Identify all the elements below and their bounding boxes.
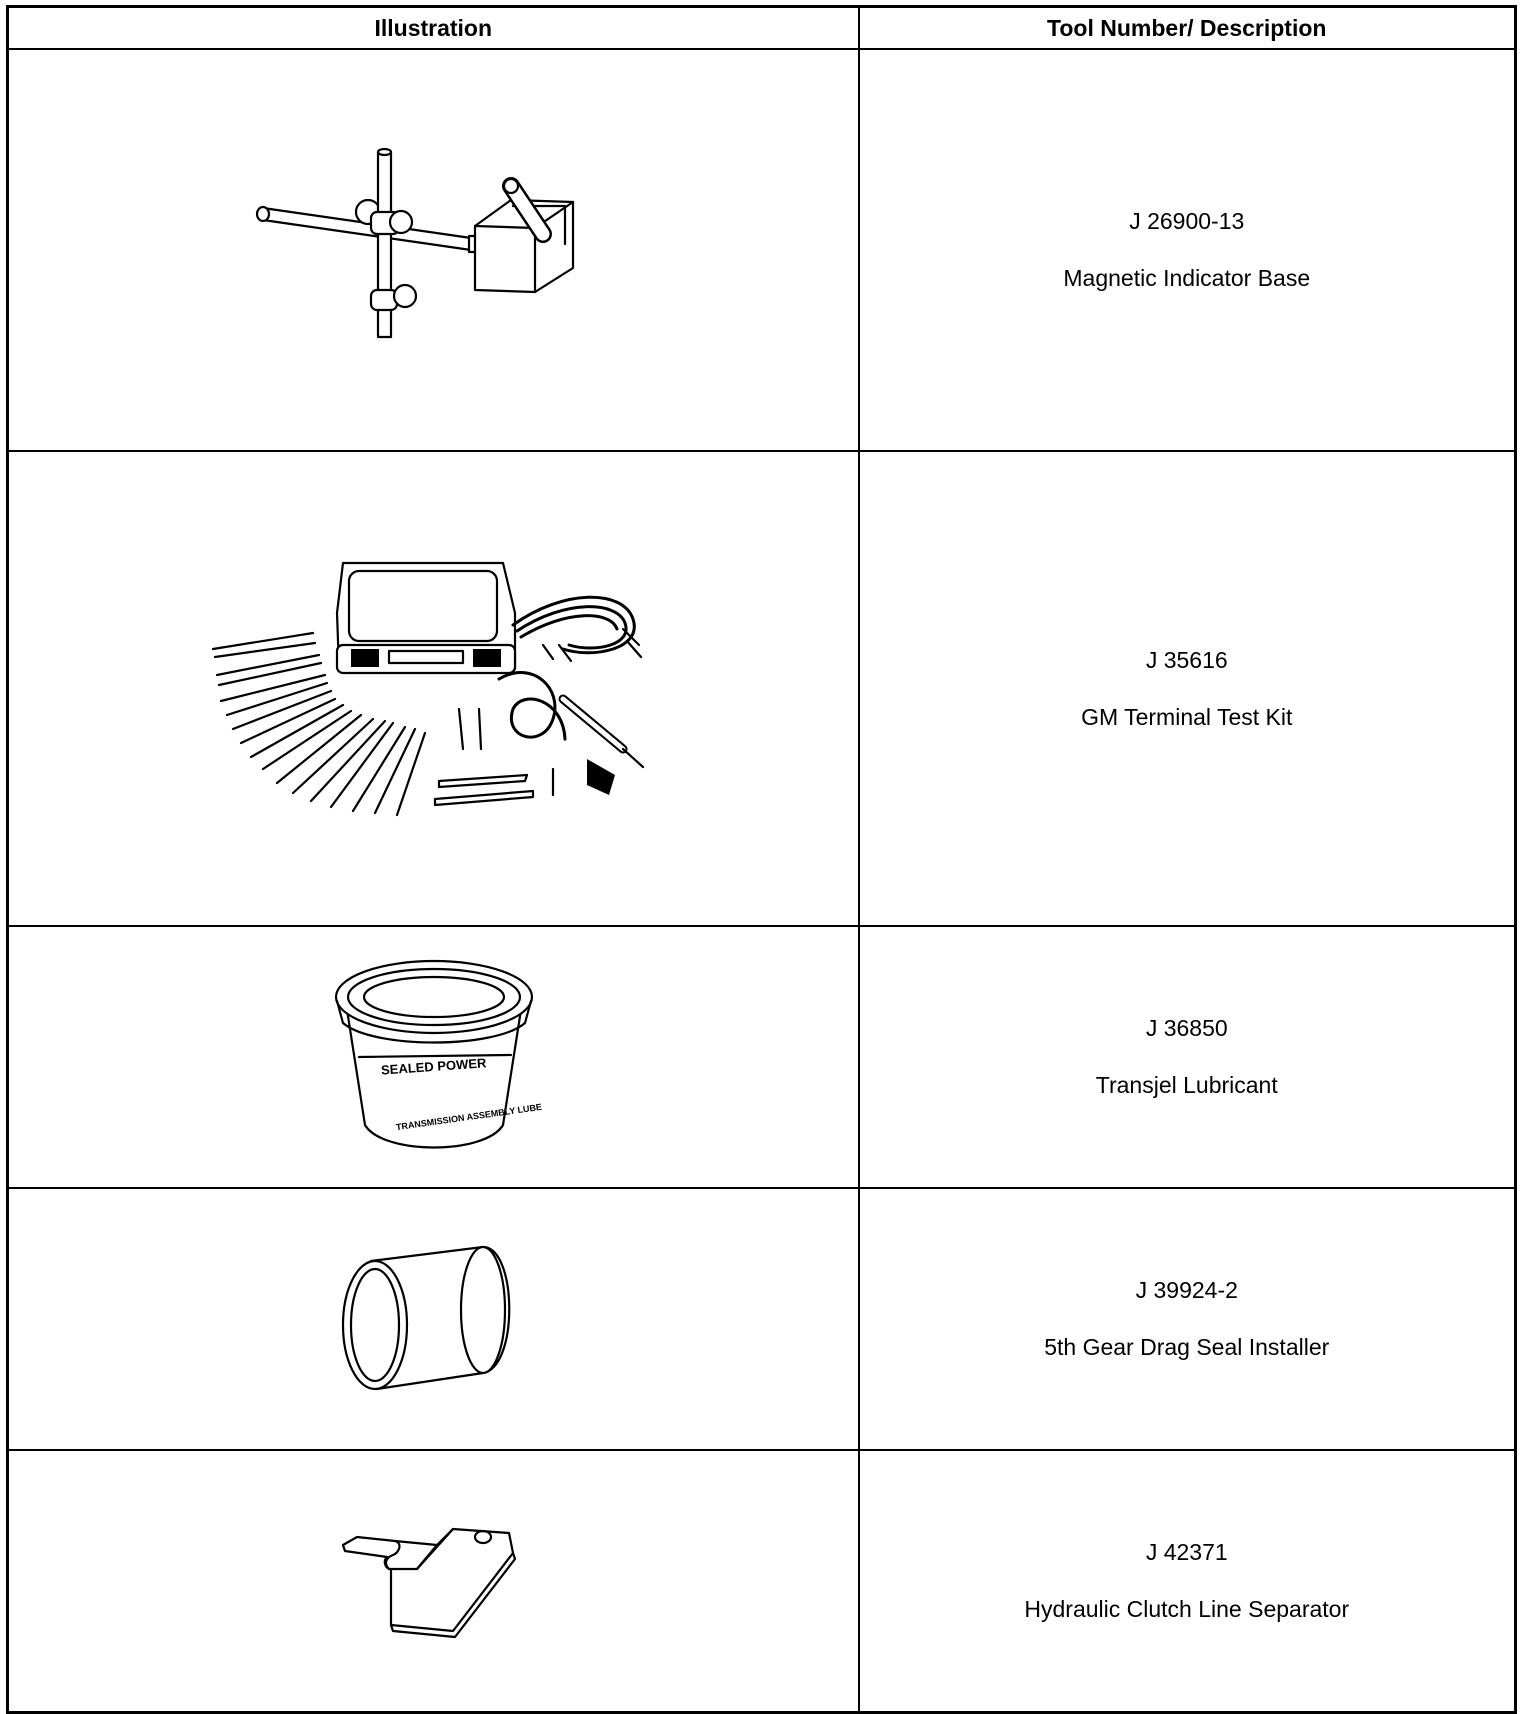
illustration-cell — [8, 451, 859, 926]
table-row — [8, 1450, 1516, 1712]
illustration-header: Illustration — [8, 7, 859, 50]
table-row — [8, 451, 1516, 926]
special-tools-table — [6, 5, 1517, 1714]
illustration-cell — [8, 926, 859, 1188]
tool-number: J 39924-2 — [1135, 1277, 1238, 1303]
magnetic-indicator-base-icon — [243, 140, 623, 360]
tool-name: Transjel Lubricant — [1095, 1072, 1278, 1098]
table-row — [8, 926, 1516, 1188]
tool-number: J 36850 — [1145, 1015, 1228, 1041]
tool-name: Magnetic Indicator Base — [1063, 265, 1311, 291]
illustration-cell — [8, 49, 859, 451]
table-row — [8, 49, 1516, 451]
illustration-cell — [8, 1188, 859, 1450]
tool-name: GM Terminal Test Kit — [1081, 703, 1293, 730]
description-header: Tool Number/ Description — [859, 7, 1516, 50]
tool-number: J 42371 — [1145, 1538, 1228, 1565]
lubricant-brand-label: SEALED POWER — [380, 1055, 488, 1078]
description-cell — [859, 1450, 1516, 1712]
illustration-cell — [8, 1450, 859, 1712]
lubricant-product-label: TRANSMISSION ASSEMBLY LUBE — [395, 1101, 543, 1133]
seal-installer-icon — [333, 1239, 533, 1399]
description-cell — [859, 926, 1516, 1188]
header-row — [8, 7, 1516, 50]
description-cell — [859, 451, 1516, 926]
tool-number: J 26900-13 — [1129, 208, 1245, 234]
tool-name: Hydraulic Clutch Line Separator — [1024, 1595, 1350, 1622]
clutch-line-separator-icon — [333, 1511, 533, 1651]
terminal-test-kit-icon — [203, 549, 663, 829]
tool-name: 5th Gear Drag Seal Installer — [1044, 1334, 1330, 1360]
lubricant-tub-icon — [323, 957, 543, 1157]
description-cell — [859, 1188, 1516, 1450]
tool-number: J 35616 — [1145, 646, 1228, 673]
table-row — [8, 1188, 1516, 1450]
description-cell — [859, 49, 1516, 451]
